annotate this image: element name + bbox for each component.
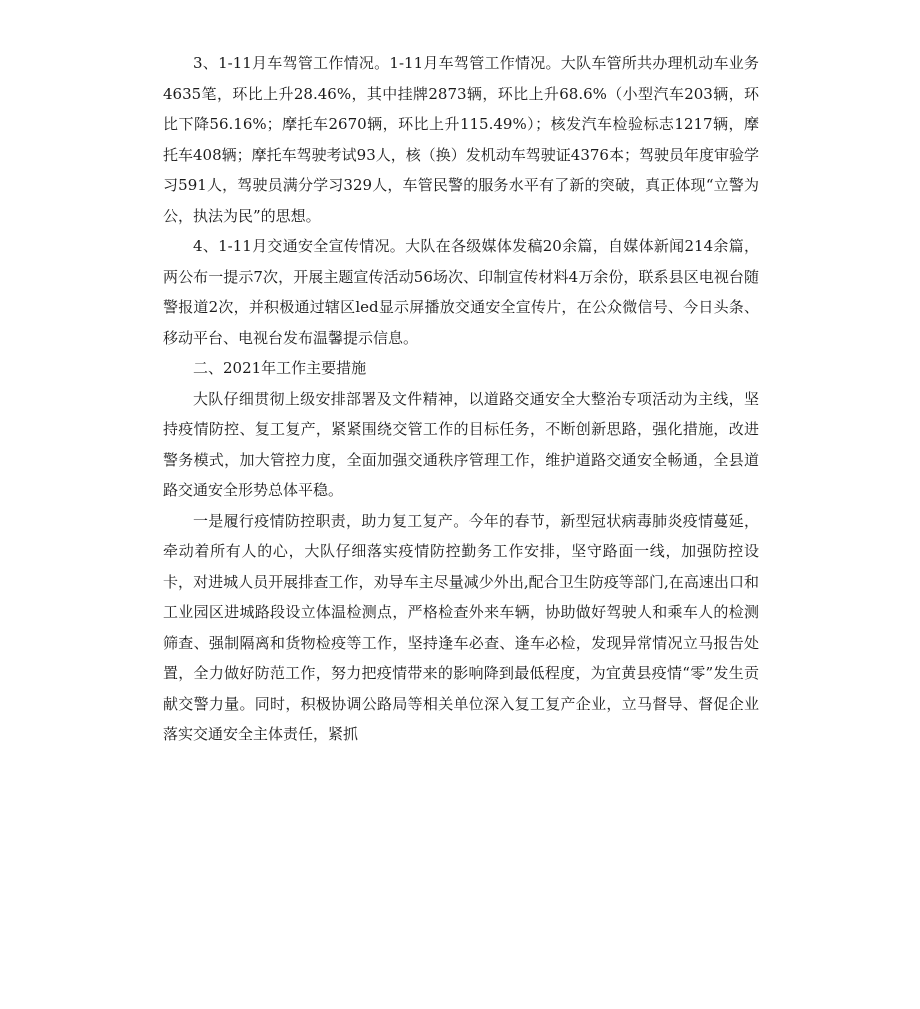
section-heading-measures: 二、2021年工作主要措施 xyxy=(193,359,367,377)
paragraph-measures-overview: 大队仔细贯彻上级安排部署及文件精神，以道路交通安全大整治专项活动为主线，坚持疫情防控、复工复产，紧紧围绕交管工作的目标任务，不断创新思路，强化措施，改进警务模式，加大管控力度，全面加强交通秩序管理工作，维护道路交通安全畅通，全县道路交通安全形势总体平稳。 xyxy=(163,389,759,499)
document-body xyxy=(163,48,759,750)
paragraph-vehicle-management: 3、1-11月车驾管工作情况。1-11月车驾管工作情况。大队车管所共办理机动车业务4635笔，环比上升28.46%，其中挂牌2873辆，环比上升68.6%（小型汽车203辆，环比下降56.16%；摩托车2670辆，环比上升115.49%）；核发汽车检验标志1217辆，摩托车408辆；摩托车驾驶考试93人，核（换）发机动车驾驶证4376本；驾驶员年度审验学习591人，驾驶员满分学习329人，车管民警的服务水平有了新的突破，真正体现“立警为公，执法为民”的思想。 xyxy=(163,54,759,225)
paragraph-safety-publicity: 4、1-11月交通安全宣传情况。大队在各级媒体发稿20余篇，自媒体新闻214余篇，两公布一提示7次，开展主题宣传活动56场次、印制宣传材料4万余份，联系县区电视台随警报道2次，并积极通过辖区led显示屏播放交通安全宣传片，在公众微信号、今日头条、移动平台、电视台发布温馨提示信息。 xyxy=(163,237,759,347)
paragraph-epidemic-control: 一是履行疫情防控职责，助力复工复产。今年的春节，新型冠状病毒肺炎疫情蔓延，牵动着所有人的心，大队仔细落实疫情防控勤务工作安排，坚守路面一线，加强防控设卡，对进城人员开展排查工作，劝导车主尽量减少外出,配合卫生防疫等部门,在高速出口和工业园区进城路段设立体温检测点，严格检查外来车辆，协助做好驾驶人和乘车人的检测筛查、强制隔离和货物检疫等工作，坚持逢车必查、逢车必检，发现异常情况立马报告处置，全力做好防范工作，努力把疫情带来的影响降到最低程度，为宜黄县疫情“零”发生贡献交警力量。同时，积极协调公路局等相关单位深入复工复产企业，立马督导、督促企业落实交通安全主体责任，紧抓 xyxy=(163,511,759,743)
